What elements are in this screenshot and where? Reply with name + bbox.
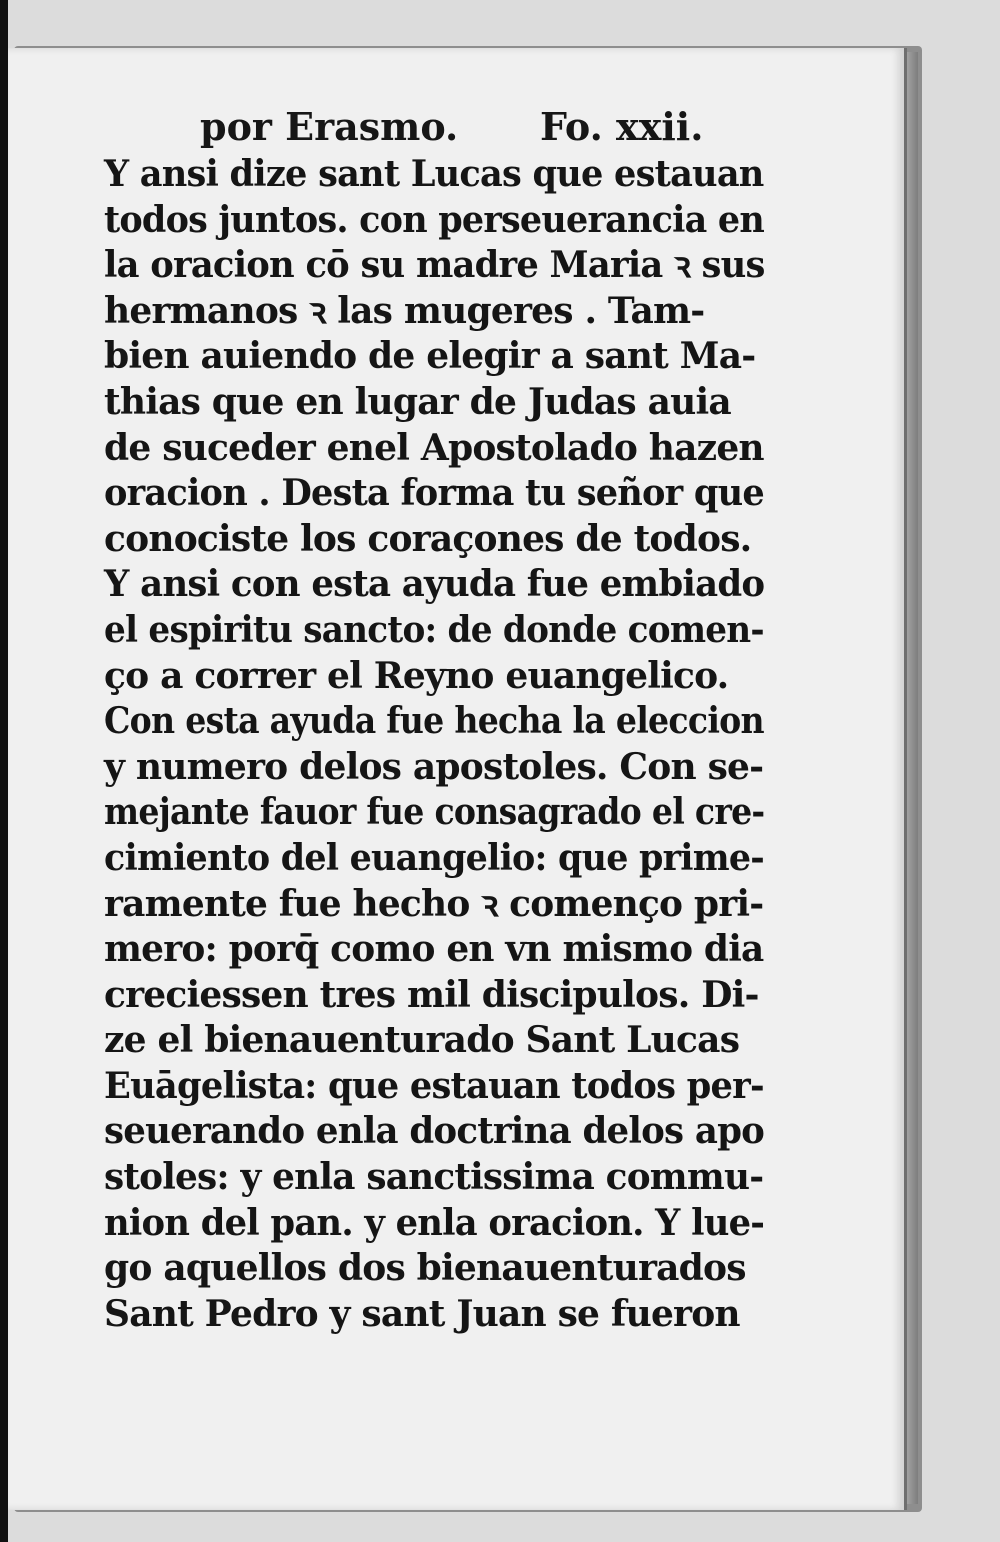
text-line: ze el bienauenturado Sant Lucas (104, 1019, 740, 1062)
text-line: el espiritu sancto: de donde comen- (104, 608, 764, 651)
text-line: go aquellos dos bienauenturados (104, 1247, 746, 1290)
page-header (200, 104, 720, 158)
text-line: todos juntos. con perseuerancia en (104, 198, 765, 241)
text-line: mejante fauor fue consagrado el cre- (104, 791, 765, 834)
folio-number: Fo. xxii. (540, 104, 704, 149)
text-line: bien auiendo de elegir a sant Ma- (104, 335, 756, 378)
binding-edge (0, 0, 8, 1542)
text-line: mero: porq̄ como en vn mismo dia (104, 928, 764, 971)
text-line: ço a correr el Reyno euangelico. (104, 654, 729, 697)
text-line: stoles: y enla sanctissima commu- (104, 1156, 764, 1199)
running-head: por Erasmo. (200, 104, 459, 149)
text-line: creciessen tres mil discipulos. Di- (104, 973, 759, 1016)
text-line: ramente fue hecho ꝛ començo pri- (104, 882, 764, 925)
text-line: oracion . Desta forma tu señor que (104, 472, 765, 515)
text-line: Y ansi dize sant Lucas que estauan (104, 153, 764, 195)
text-line: Euāgelista: que estauan todos per- (104, 1064, 764, 1107)
text-line: hermanos ꝛ las mugeres . Tam- (104, 289, 705, 332)
text-line: la oracion cō su madre Maria ꝛ sus (104, 244, 765, 287)
text-line: nion del pan. y enla oracion. Y lue- (104, 1201, 765, 1244)
text-line: y numero delos apostoles. Con se- (104, 745, 764, 788)
body-text (104, 152, 764, 1337)
text-line: thias que en lugar de Judas auia (104, 380, 731, 423)
text-line: seuerando enla doctrina delos apo (104, 1110, 765, 1153)
text-line: Con esta ayuda fue hecha la eleccion (104, 700, 764, 743)
text-line: conociste los coraçones de todos. (104, 517, 752, 560)
text-line: cimiento del euangelio: que prime- (104, 836, 764, 879)
text-line: de suceder enel Apostolado hazen (104, 426, 764, 469)
text-line: Sant Pedro y sant Juan se fueron (104, 1292, 740, 1335)
text-line: Y ansi con esta ayuda fue embiado (104, 563, 765, 606)
